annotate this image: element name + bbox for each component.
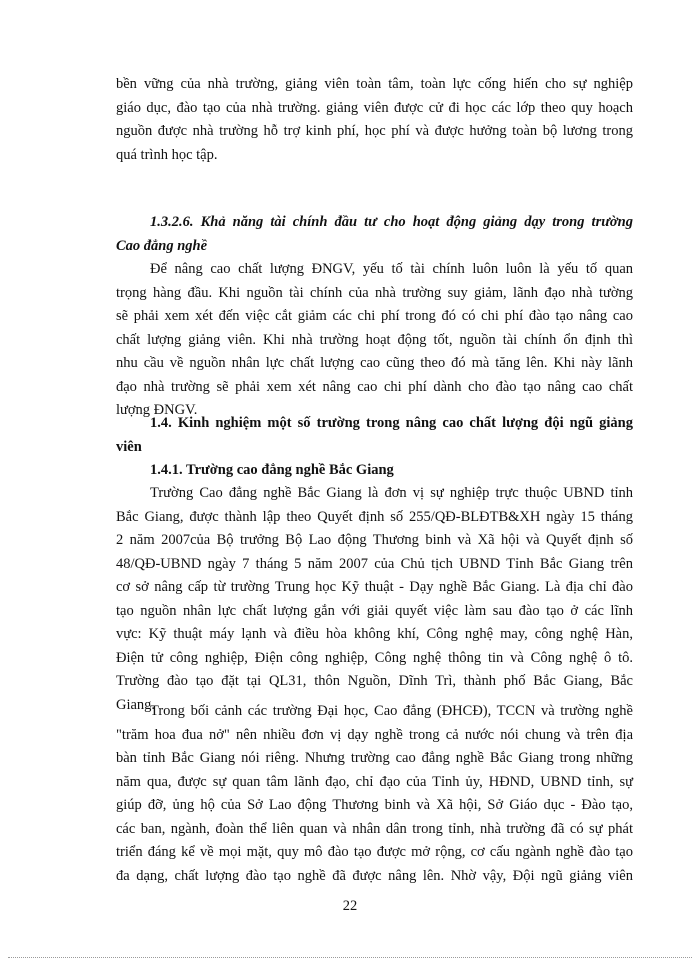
paragraph-line: đa dạng, chất lượng đào tạo nghề đã được nâng lên. Nhờ vậy, Đội ngũ giảng viên: [116, 867, 633, 884]
paragraph-line: Trường Cao đẳng nghề Bắc Giang là đơn vị sự nghiệp trực thuộc UBND tỉnh: [150, 485, 633, 501]
paragraph-line: cơ sở nâng cấp từ trường Trung học Kỹ thuật - Dạy nghề Bắc Giang. Là địa chỉ đào: [116, 579, 633, 595]
paragraph-line: trọng hàng đầu. Khi nguồn tài chính của nhà trường suy giảm, lãnh đạo nhà tường: [116, 284, 633, 301]
paragraph-line: bền vững của nhà trường, giảng viên toàn tâm, toàn lực cống hiến cho sự nghiệp: [116, 76, 633, 92]
paragraph-line: vực: Kỹ thuật máy lạnh và điều hòa không khí, Công nghệ may, công nghệ Hàn,: [116, 626, 633, 642]
heading-1-3-2-6: [116, 211, 633, 258]
paragraph-1: [116, 73, 633, 167]
paragraph-line: nguồn được nhà trường hỗ trợ kinh phí, học phí và được hưởng toàn bộ lương trong: [116, 123, 633, 139]
paragraph-line: bàn tỉnh Bắc Giang nói riêng. Nhưng trường cao đẳng nghề Bắc Giang trong những: [116, 750, 633, 766]
heading-1-4-1: [116, 459, 633, 483]
paragraph-line: giúp đỡ, ủng hộ của Sở Lao động Thương binh và Xã hội, Sở Giáo dục - Đào tạo,: [116, 797, 633, 813]
paragraph-line: quá trình học tập.: [116, 146, 218, 163]
paragraph-line: tạo nguồn nhân lực chất lượng gắn với giải quyết việc làm sau đào tạo ở các lĩnh: [116, 602, 633, 619]
heading-line: 1.4.1. Trường cao đẳng nghề Bắc Giang: [150, 462, 394, 478]
paragraph-line: đạo nhà trường sẽ phải xem xét nâng cao chi phí dành cho đào tạo nâng cao chất: [116, 378, 633, 395]
paragraph-line: lượng ĐNGV.: [116, 402, 198, 418]
paragraph-line: các ban, ngành, đoàn thể liên quan và nhân dân trong tỉnh, nhà trường đã có sự phát: [116, 820, 633, 837]
heading-line: Cao đẳng nghề: [116, 237, 208, 254]
paragraph-line: 2 năm 2007của Bộ trưởng Bộ Lao động Thương binh và Xã hội và Quyết định số: [116, 532, 633, 548]
paragraph-2: [116, 258, 633, 423]
paragraph-line: năm qua, được sự quan tâm lãnh đạo, chỉ đạo của Tỉnh ủy, HĐND, UBND tỉnh, sự: [116, 773, 633, 790]
heading-line: viên: [116, 438, 142, 455]
paragraph-line: triển đáng kể về mọi mặt, quy mô đào tạo được mở rộng, cơ cấu ngành nghề đào tạo: [116, 844, 633, 860]
page-number: 22: [342, 898, 358, 914]
paragraph-line: Bắc Giang, được thành lập theo Quyết định số 255/QĐ-BLĐTB&XH ngày 15 tháng: [116, 508, 633, 525]
heading-line: 1.4. Kinh nghiệm một số trường trong nâng cao chất lượng đội ngũ giảng: [150, 415, 633, 431]
paragraph-line: Để nâng cao chất lượng ĐNGV, yếu tố tài chính luôn luôn là yếu tố quan: [150, 261, 633, 277]
paragraph-line: sẽ phải xem xét đến việc cắt giảm các chi phí trong đó có chi phí đào tạo nâng cao: [116, 308, 633, 324]
paragraph-line: Giang.: [116, 696, 156, 713]
paragraph-line: chất lượng giảng viên. Khi nhà trường hoạt động tốt, nguồn tài chính ổn định thì: [116, 331, 633, 348]
paragraph-line: giáo dục, đào tạo của nhà trường. giảng viên được cử đi học các lớp theo quy hoạch: [116, 99, 633, 116]
paragraph-line: "trăm hoa đua nở" nên nhiều đơn vị dạy nghề trong cả nước nói chung và trên địa: [116, 726, 633, 743]
paragraph-line: nhu cầu về nguồn nhân lực chất lượng cao cũng theo đó mà tăng lên. Khi này lãnh: [116, 355, 633, 371]
page-bottom-divider: [8, 957, 692, 958]
paragraph-line: 48/QĐ-UBND ngày 7 tháng 5 năm 2007 của Chủ tịch UBND Tỉnh Bắc Giang trên: [116, 555, 633, 572]
paragraph-line: Trường đào tạo đặt tại QL31, thôn Nguồn, Dĩnh Trì, thành phố Bắc Giang, Bắc: [116, 673, 633, 689]
paragraph-3: [116, 482, 633, 717]
paragraph-4: [116, 700, 633, 888]
paragraph-line: Điện tử công nghiệp, Điện công nghiệp, Công nghệ thông tin và Công nghệ ô tô.: [116, 649, 633, 666]
paragraph-line: Trong bối cảnh các trường Đại học, Cao đẳng (ĐHCĐ), TCCN và trường nghề: [150, 703, 633, 719]
heading-line: 1.3.2.6. Khả năng tài chính đầu tư cho hoạt động giảng dạy trong trường: [150, 214, 633, 230]
heading-1-4: [116, 412, 633, 459]
